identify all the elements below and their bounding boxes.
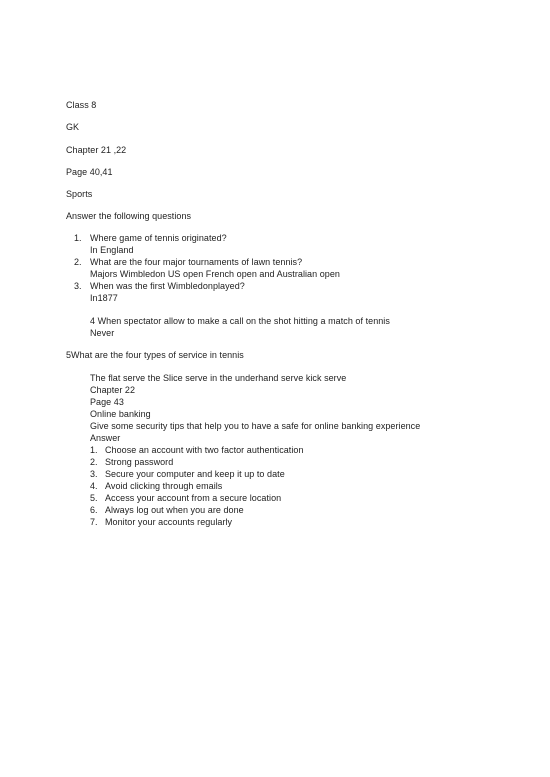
question-5-answer: The flat serve the Slice serve in the underhand serve kick serve [90, 373, 347, 383]
tip-number: 7. [90, 517, 98, 527]
answer-text: In England [90, 245, 134, 255]
question-5-text: 5What are the four types of service in tennis [66, 350, 244, 360]
question-text: When was the first Wimbledonplayed? [90, 281, 245, 291]
tip-text: Access your account from a secure location [105, 493, 282, 503]
tip-text: Choose an account with two factor authentication [105, 445, 304, 455]
question-4-answer: Never [90, 328, 115, 338]
section2-question: Give some security tips that help you to have a safe for online banking experience [90, 421, 421, 431]
question-number: 1. [74, 233, 82, 243]
instruction-text: Answer the following questions [66, 211, 192, 221]
tip-text: Secure your computer and keep it up to date [105, 469, 285, 479]
question-number: 3. [74, 281, 82, 291]
tip-number: 3. [90, 469, 98, 479]
page-label: Page 40,41 [66, 167, 113, 177]
answer-text: In1877 [90, 293, 118, 303]
section2-answer-label: Answer [90, 433, 121, 443]
tip-number: 1. [90, 445, 98, 455]
section2-page: Page 43 [90, 397, 124, 407]
tip-number: 2. [90, 457, 98, 467]
tip-text: Avoid clicking through emails [105, 481, 223, 491]
question-4-text: 4 When spectator allow to make a call on the shot hitting a match of tennis [90, 316, 390, 326]
tip-text: Monitor your accounts regularly [105, 517, 233, 527]
tip-number: 6. [90, 505, 98, 515]
topic-label: Sports [66, 189, 93, 199]
tip-text: Strong password [105, 457, 174, 467]
section2-chapter: Chapter 22 [90, 385, 136, 395]
chapter-label: Chapter 21 ,22 [66, 145, 127, 155]
tip-number: 4. [90, 481, 98, 491]
subject-label: GK [66, 122, 80, 132]
question-text: Where game of tennis originated? [90, 233, 227, 243]
answer-text: Majors Wimbledon US open French open and Australian open [90, 269, 340, 279]
section2-topic: Online banking [90, 409, 151, 419]
question-number: 2. [74, 257, 82, 267]
class-label: Class 8 [66, 100, 97, 110]
tip-number: 5. [90, 493, 98, 503]
tip-text: Always log out when you are done [105, 505, 244, 515]
question-text: What are the four major tournaments of lawn tennis? [90, 257, 303, 267]
